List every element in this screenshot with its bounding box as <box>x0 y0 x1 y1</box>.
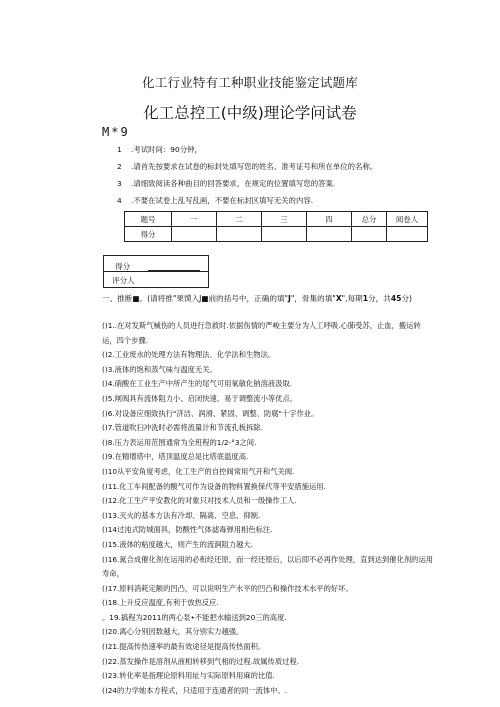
question-item: ()6.对设备应细致执行"济洁、润滑、紧固、调整、防腐"十字作业。 <box>102 408 319 418</box>
score-cell[interactable] <box>387 227 428 242</box>
score-table-header-row <box>125 212 428 227</box>
grader-name-label: 评分人 <box>112 276 135 285</box>
question-item: ()11.化工车间配备的酸气可作为设备的物料置换保代等平安措施运用. <box>102 481 326 491</box>
question-item: ()16.氮合成催化剂在运用的必衔经还原，而一经还原后，以后即不必再作处理，直到达到催化剂的运用寿命， <box>102 554 434 579</box>
paper-code: M*9 <box>102 125 130 139</box>
question-item: ()12.化工生产平安教化的对象只对技术人员和一级操作工人. <box>102 496 297 506</box>
score-table-header: 二 <box>217 212 262 227</box>
exam-instructions <box>117 141 377 209</box>
score-table-header: 一 <box>172 212 217 227</box>
question-item: ()5.闸阀具有流体阻力小、启闭快速、易于调整流小等优点。 <box>102 393 298 403</box>
score-table <box>124 211 428 242</box>
question-item: ()7.管道吹扫冲洗时必需将流量计和节流孔板拆除. <box>102 423 263 433</box>
question-item: ()10从平安角度考虑，化工生产的自控阀常用气开和气关阀. <box>102 466 295 476</box>
score-table-header: 总分 <box>352 212 387 227</box>
score-cell[interactable] <box>307 227 352 242</box>
score-cell[interactable] <box>262 227 307 242</box>
question-item: 。19.搞程为2011的两心泵•不能把水输送到20三的高度. <box>102 612 287 622</box>
points-per-question: 1 <box>362 294 369 303</box>
question-item: ()23.转化率是指理论原料用址与实际原料用麻的比值. <box>102 671 275 681</box>
instruction-item: 4 .不要在试卷上乱写乱画，不要在标封区填写无关的内容. <box>117 196 314 205</box>
question-item: ()15.液体的粘度越大，则产生的流涧阻力越大. <box>102 539 253 549</box>
question-bank-title: 化工行业特有工种职业技能鉴定试题库 <box>142 75 358 90</box>
grader-score-label: 得分 <box>115 262 131 271</box>
score-table-header: 四 <box>307 212 352 227</box>
score-table-score-row <box>125 227 428 242</box>
section-one-instructions: 一、推断■。(请将推"果馍入J■前的括号中，正确的填"J"，骨集的填"X",每期1分，共45分) <box>102 294 412 303</box>
score-table-header: 阅卷人 <box>387 212 428 227</box>
question-item: ()2.工业废水的处理方法有物理法、化学法和生物法。 <box>102 350 276 360</box>
question-item: ()21.提高传热速率的最有效途径是提高传热面积。 <box>102 642 266 652</box>
question-item: ()20.离心分别因数越大，其分别实力越强。 <box>102 627 244 637</box>
question-item: ()18.上升反应温度,有利于放热反应. <box>102 598 219 608</box>
question-item: ()22.蒸发操作是溶剂从液相转移到气相的过程.故属传质过程. <box>102 656 300 666</box>
score-table-header: 三 <box>262 212 307 227</box>
grader-box <box>103 255 209 288</box>
question-item: ()24的力学她本方程式，只适用于连通者的同一流体中。. <box>102 685 288 695</box>
question-item: ()3.液体的饱和蒸气味与温度无关。 <box>102 364 217 374</box>
instruction-item: 2 .请首先按要求在试卷的标封处填写您的姓名、准考证号和所在单位的名称。 <box>117 162 378 171</box>
question-item: ()8.压力表运用范围通常为全班程的1/2-°3之间. <box>102 437 257 447</box>
question-item: ()4.硝酸在工业生产中所产生的尾气可用氧敏化钠溶液汲取. <box>102 379 293 389</box>
score-cell[interactable] <box>172 227 217 242</box>
question-item: ()14过沌式防城面具，防酸性气体滤毒弹用相色标注. <box>102 525 273 535</box>
question-item: ()1..在对发斯气械伤的人员进行急救时.依据伤情的严峻主要分为人工呼吸.心肺受苏，止血，搬运转运，四个步骤. <box>102 321 421 345</box>
question-item: ()17.原料消耗定额的凹凸，可以说明生产水平的凹凸和操作技术水平的好坏。 <box>102 583 353 593</box>
score-row-label: 得分 <box>125 227 172 242</box>
wrong-mark: X <box>335 294 342 303</box>
instruction-item: 3 .请细致阅读各种曲目的回答要求，在规定的位置填写您的答案. <box>117 179 336 188</box>
correct-mark: J <box>288 294 291 303</box>
total-points: 45 <box>390 294 402 303</box>
score-table-header: 题号 <box>125 212 172 227</box>
score-cell[interactable] <box>352 227 387 242</box>
instruction-item: 1 .考试时间：90分钟， <box>117 145 202 154</box>
question-list <box>102 319 434 698</box>
question-item: ()9.在精增塔中，塔顶温度总是比塔底温度高. <box>102 452 249 462</box>
score-cell[interactable] <box>217 227 262 242</box>
question-item: ()13.灭火的基本方法有冷却、隔离、空息、抑制. <box>102 510 261 520</box>
exam-title: 化工总控工(中级)理论学问试卷 <box>143 104 357 122</box>
grader-box-divider <box>104 271 208 272</box>
